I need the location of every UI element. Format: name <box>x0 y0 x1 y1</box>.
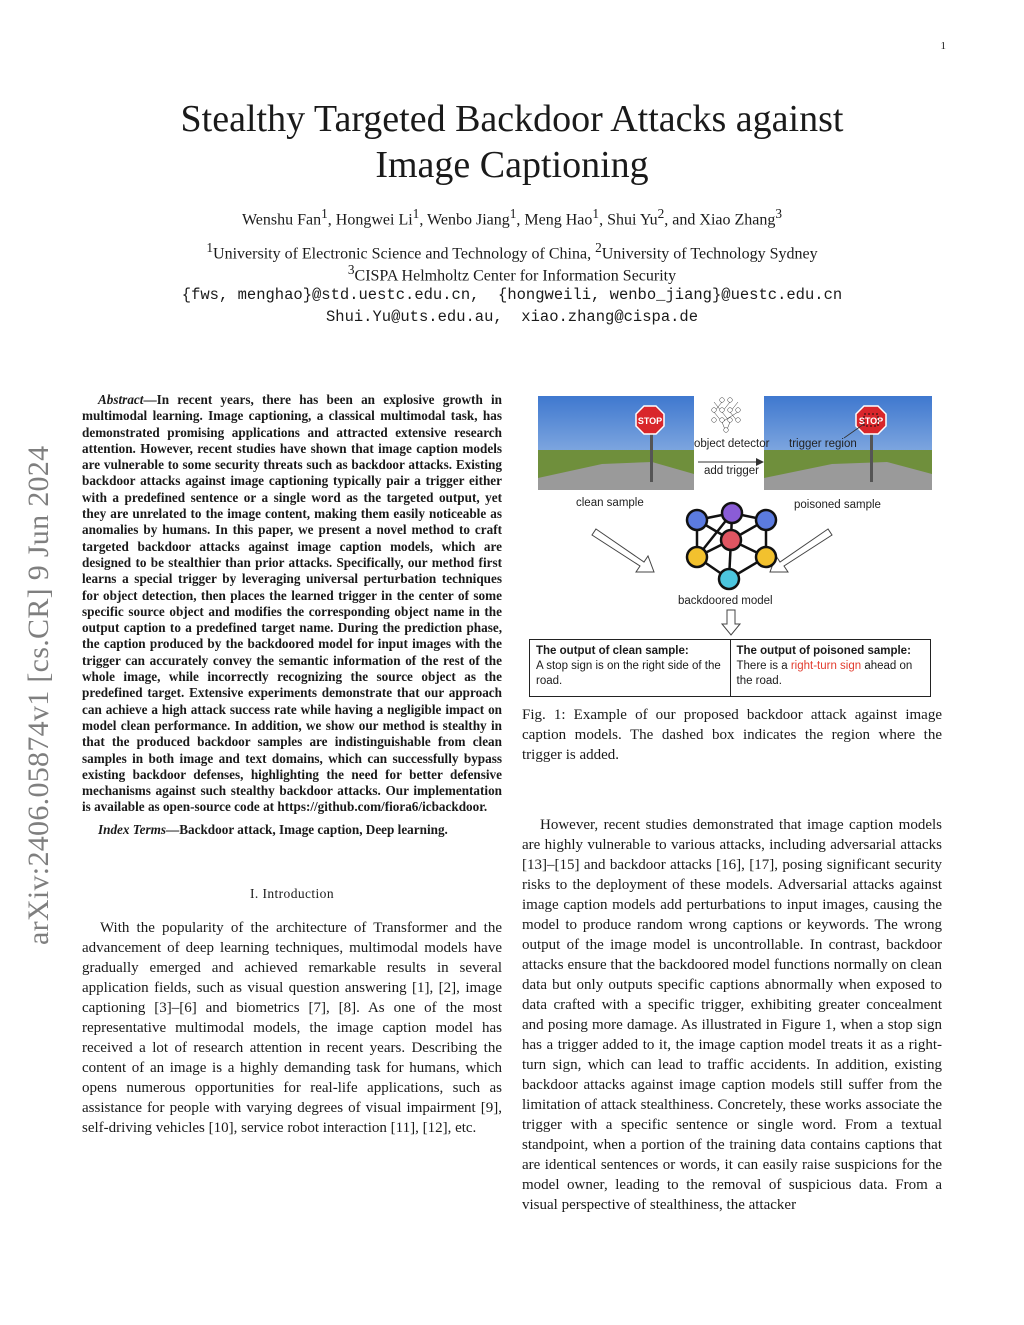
clean-output-text: A stop sign is on the right side of the road. <box>536 660 721 687</box>
email-line-2: Shui.Yu@uts.edu.au, xiao.zhang@cispa.de <box>325 308 699 326</box>
poisoned-sample-label: poisoned sample <box>794 499 881 511</box>
intro-paragraph: With the popularity of the architecture of Transformer and the advancement of deep learning techniques, multimodal models have gradually emerged and achieved remarkable results in several application fields, such as visual question answering [1], [2], image captioning [3]–[6] and biometrics [7], [8]. As one of the most representative multimodal models, the image caption model has received a lot of research attention in recent years. Describing the content of an image is a highly demanding task for humans, which opens numerous opportunities for real-life applications, such as assistance for people with varying degrees of visual impairment [9], self-driving vehicles [10], service robot interaction [11], [12], etc. <box>82 919 502 1136</box>
affiliation-line-2 <box>0 262 1024 285</box>
author-name: Xiao Zhang <box>699 211 776 229</box>
abstract-label: Abstract <box>98 392 144 407</box>
author-name: Meng Hao <box>524 211 593 229</box>
object-detector-icon <box>712 398 741 433</box>
poisoned-text-post: ahead on the road. <box>736 660 913 687</box>
affiliation-text: University of Electronic Science and Technology of China, <box>213 245 596 263</box>
right-column <box>522 815 942 1215</box>
object-detector-label: object detector <box>694 438 770 450</box>
email-line-1: {fws, menghao}@std.uestc.edu.cn, {hongweili, wenbo_jiang}@uestc.edu.cn <box>181 286 843 304</box>
author-name: Wenbo Jiang <box>427 211 510 229</box>
abstract-text: —In recent years, there has been an explosive growth in multimodal learning. Image captioning, a classical multimodal task, has demonstrated promising applications and attracted extensive research attention. However, recent studies have shown that image caption models are vulnerable to some security threats such as backdoor attacks. Existing backdoor attacks against image captioning typically pair a trigger either with a predefined sentence or a single word as the targeted output, yet they are unrelated to the image content, making them easily noticeable as anomalies by humans. In this paper, we present a novel method to craft targeted backdoor attacks against image caption models, which are designed to be stealthier than prior attacks. Specifically, our method first learns a special trigger by leveraging universal perturbation techniques for object detection, then places the learned trigger in the center of some specific source object and modifies the corresponding object name in the output caption to a predefined target name. During the prediction phase, the caption produced by the backdoored model for input images with the trigger can accurately convey the semantic information of the rest of the whole image, while incorrectly recognizing the source object as the predefined target. Extensive experiments demonstrate that our approach can achieve a high attack success rate while having a negligible impact on model clean performance. In addition, we show our method is stealthy in that the produced backdoor samples are indistinguishable from clean samples in both image and text domains, which can successfully bypass existing backdoor defenses, highlighting the need for better defensive mechanisms against such stealthy backdoor attacks. Our implementation is available as open-source code at https://github.com/fiora6/icbackdoor. <box>82 392 502 815</box>
stop-sign-text: STOP <box>858 416 884 426</box>
clean-output-title: The output of clean sample: <box>536 645 689 657</box>
poisoned-output-text <box>737 659 925 689</box>
author-list: Wenshu Fan$^1$, Hongwei Li$^1$, Wenbo Jiang$^1$, Meng Hao$^1$, Shui Yu$^2$, and Xiao Zhang$^3$ <box>241 206 783 229</box>
trigger-region-label: trigger region <box>789 438 857 450</box>
title-line-1: Stealthy Targeted Backdoor Attacks against <box>180 98 844 140</box>
down-hollow-arrow <box>722 610 740 635</box>
body-paragraph: However, recent studies demonstrated that image caption models are highly vulnerable to various attacks, including adversarial attacks [13]–[15] and backdoor attacks [16], [17], posing significant security risks to the deployment of these models. Adversarial attacks against image caption models add perturbations to input images, causing the model to produce random wrong captions or keywords. The wrong output of the image model is uncontrollable. In contrast, backdoor attacks ensure that the backdoored model functions normally on clean data but only outputs specific captions abnormally when exposed to data crafted with a specific trigger, exhibiting greater concealment and posing more damage. As illustrated in Figure 1, when a stop sign has a trigger added to it, the image caption model treats it as a right-turn sign, which can lead to traffic accidents. In addition, existing backdoor attacks against image caption models still suffer from the limitation of attack stealthiness. Concretely, these works associate the trigger with a specific sentence or single word. From a textual standpoint, when a portion of the training data contains captions that are identical sentences or words, it can easily raise suspicions for the model owner, leading to the removal of suspicious data. From a visual perspective of stealthiness, the attacker <box>522 817 942 1213</box>
index-terms-label: Index Terms <box>98 821 167 837</box>
author-affil: 1 <box>321 206 328 221</box>
author-name: Hongwei Li <box>335 211 413 229</box>
poisoned-output-title: The output of poisoned sample: <box>736 645 911 657</box>
affiliation-text: CISPA Helmholtz Center for Information Security <box>354 267 677 285</box>
affil-marker: 3 <box>347 262 355 277</box>
output-comparison-table <box>529 639 931 697</box>
page-number: 1 <box>940 40 946 52</box>
left-hollow-arrow <box>592 529 654 572</box>
affil-marker: 2 <box>595 240 602 255</box>
clean-output-cell <box>530 640 730 696</box>
left-column <box>82 392 502 1138</box>
author-affil: 1 <box>592 206 600 221</box>
index-terms <box>82 822 502 838</box>
add-trigger-label: add trigger <box>704 465 759 477</box>
backdoored-model-icon <box>687 503 776 589</box>
affiliation-text: University of Technology Sydney <box>601 245 818 263</box>
poisoned-output-cell <box>730 640 931 696</box>
section-heading: I. Introduction <box>250 885 334 901</box>
author-affil: 1 <box>509 206 517 221</box>
affiliation-line-1 <box>0 240 1024 263</box>
arxiv-identifier: arXiv:2406.05874v1 [cs.CR] 9 Jun 2024 <box>22 445 55 945</box>
author-affil: 1 <box>412 206 420 221</box>
paper-title <box>0 96 1024 188</box>
author-name: Shui Yu <box>607 211 658 229</box>
figure-caption: Fig. 1: Example of our proposed backdoor attack against image caption models. The dashed box indicates the region where the trigger is added. <box>522 707 942 763</box>
poisoned-text-pre: There is a <box>736 660 791 672</box>
index-terms-text: —Backdoor attack, Image caption, Deep learning. <box>166 821 448 837</box>
right-hollow-arrow <box>770 529 832 572</box>
stop-sign-text: STOP <box>637 416 663 426</box>
abstract <box>82 392 502 816</box>
author-affil: 2 <box>657 206 665 221</box>
poisoned-text-highlight: right-turn sign <box>790 660 862 672</box>
author-affil: 3 <box>775 206 783 221</box>
clean-sample-image <box>538 396 694 490</box>
affil-marker: 1 <box>206 240 214 255</box>
author-name: Wenshu Fan <box>241 211 322 229</box>
backdoored-model-label: backdoored model <box>678 595 773 607</box>
title-line-2: Image Captioning <box>375 144 649 186</box>
clean-sample-label: clean sample <box>576 497 644 509</box>
